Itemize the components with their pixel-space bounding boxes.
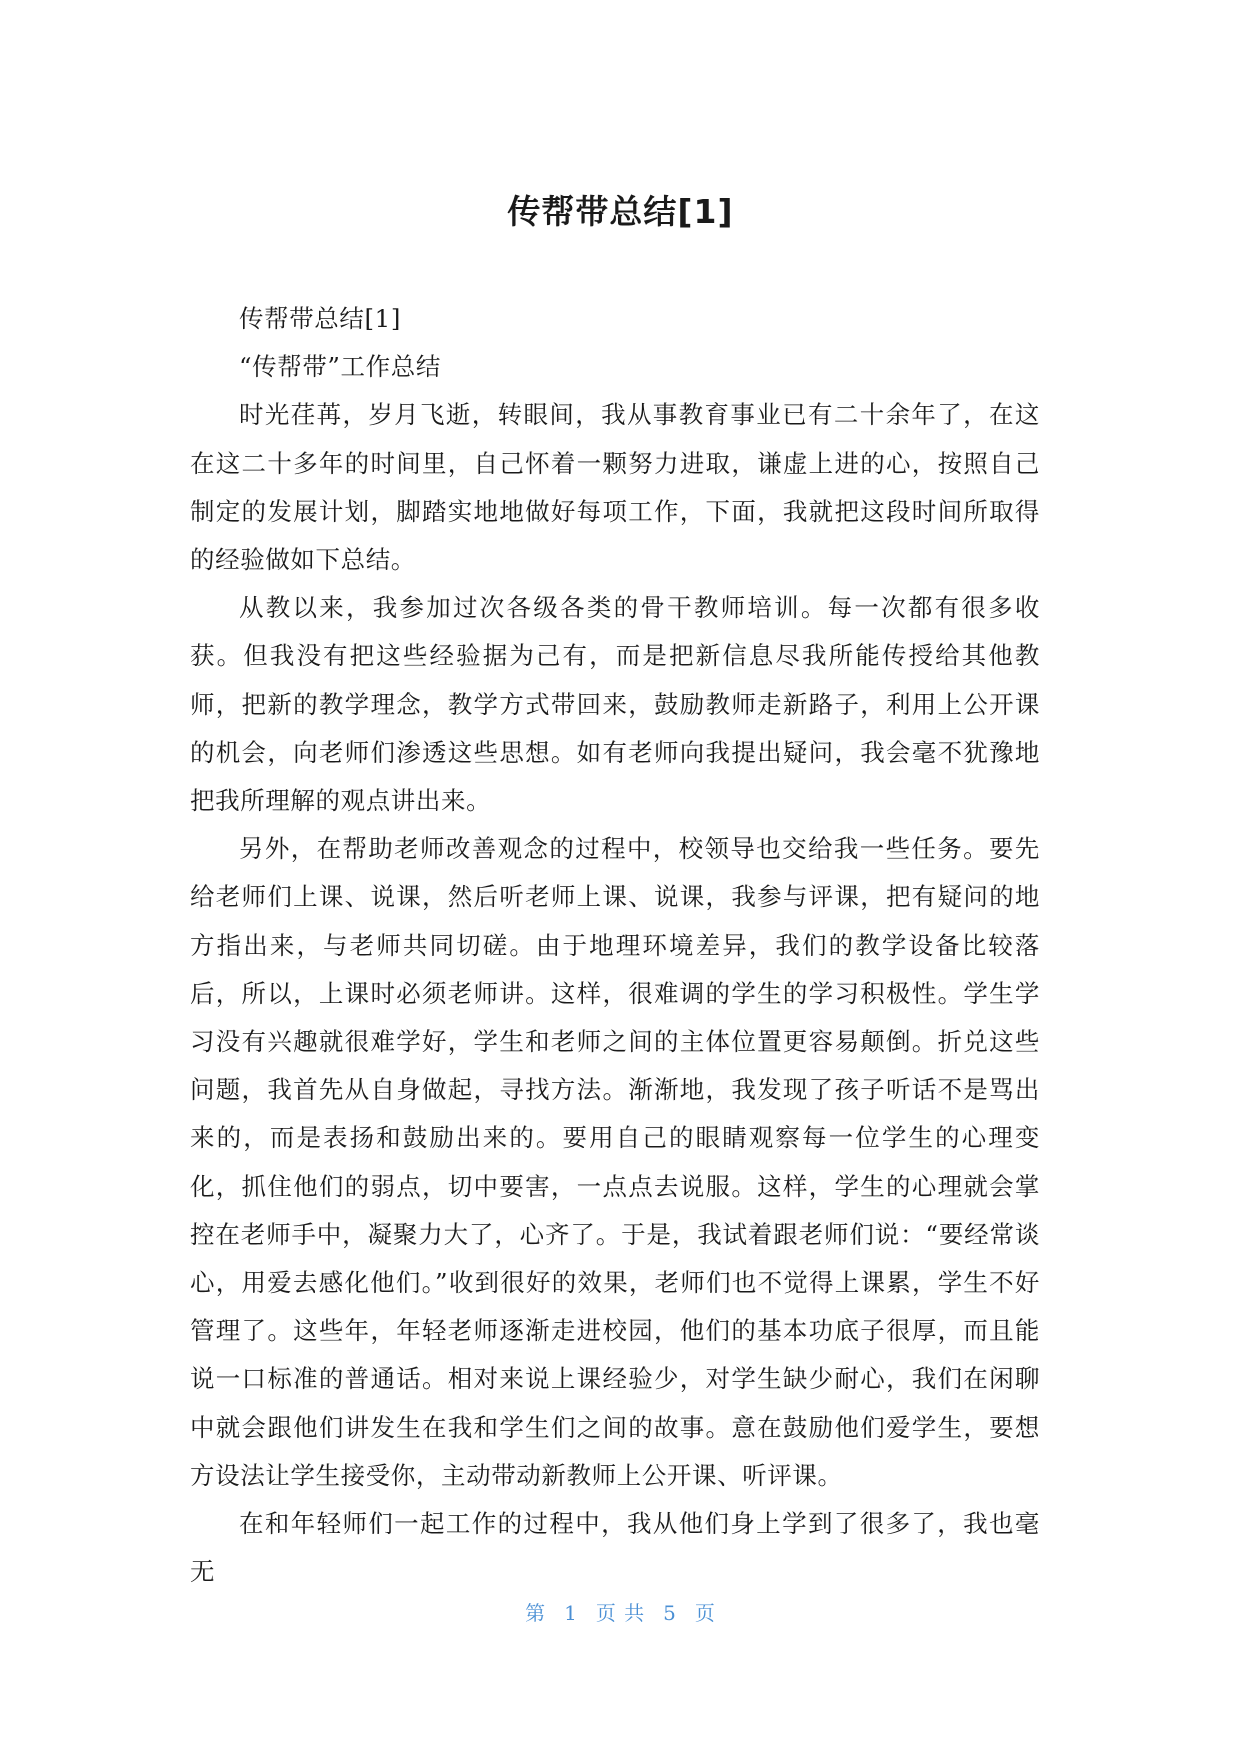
paragraph: 时光荏苒，岁月飞逝，转眼间，我从事教育事业已有二十余年了，在这在这二十多年的时间里，自己怀着一颗努力进取，谦虚上进的心，按照自己制定的发展计划，脚踏实地地做好每项工作，下面，我就把这段时间所取得的经验做如下总结。 <box>190 400 1040 575</box>
footer-suffix: 页 <box>694 1601 716 1625</box>
footer-prefix: 第 <box>525 1601 547 1625</box>
paragraph: 从教以来，我参加过次各级各类的骨干教师培训。每一次都有很多收获。但我没有把这些经验据为己有，而是把新信息尽我所能传授给其他教师，把新的教学理念，教学方式带回来，鼓励教师走新路子，利用上公开课的机会，向老师们渗透这些思想。如有老师向我提出疑问，我会毫不犹豫地把我所理解的观点讲出来。 <box>190 593 1040 816</box>
current-page-number: 1 <box>564 1601 578 1625</box>
document-title: 传帮带总结[1] <box>507 192 734 231</box>
paragraph-heading: 传帮带总结[1] <box>239 304 402 333</box>
paragraph: 另外，在帮助老师改善观念的过程中，校领导也交给我一些任务。要先给老师们上课、说课，然后听老师上课、说课，我参与评课，把有疑问的地方指出来，与老师共同切磋。由于地理环境差异，我们的教学设备比较落后，所以，上课时必须老师讲。这样，很难调的学生的学习积极性。学生学习没有兴趣就很难学好，学生和老师之间的主体位置更容易颠倒。折兑这些问题，我首先从自身做起，寻找方法。渐渐地，我发现了孩子听话不是骂出来的，而是表扬和鼓励出来的。要用自己的眼睛观察每一位学生的心理变化，抓住他们的弱点，切中要害，一点点去说服。这样，学生的心理就会掌控在老师手中，凝聚力大了，心齐了。于是，我试着跟老师们说：“要经常谈心，用爱去感化他们。”收到很好的效果，老师们也不觉得上课累，学生不好管理了。这些年，年轻老师逐渐走进校园，他们的基本功底子很厚，而且能说一口标准的普通话。相对来说上课经验少，对学生缺少耐心，我们在闲聊中就会跟他们讲发生在我和学生们之间的故事。意在鼓励他们爱学生，要想方设法让学生接受你，主动带动新教师上公开课、听评课。 <box>190 834 1040 1490</box>
paragraph: 在和年轻师们一起工作的过程中，我从他们身上学到了很多了，我也毫无 <box>190 1509 1040 1587</box>
total-pages-number: 5 <box>663 1601 677 1625</box>
paragraph-subheading: “传帮带”工作总结 <box>239 352 441 382</box>
footer-middle: 页 共 <box>595 1601 646 1625</box>
document-body <box>190 295 1040 1596</box>
page-footer <box>0 1597 1241 1626</box>
